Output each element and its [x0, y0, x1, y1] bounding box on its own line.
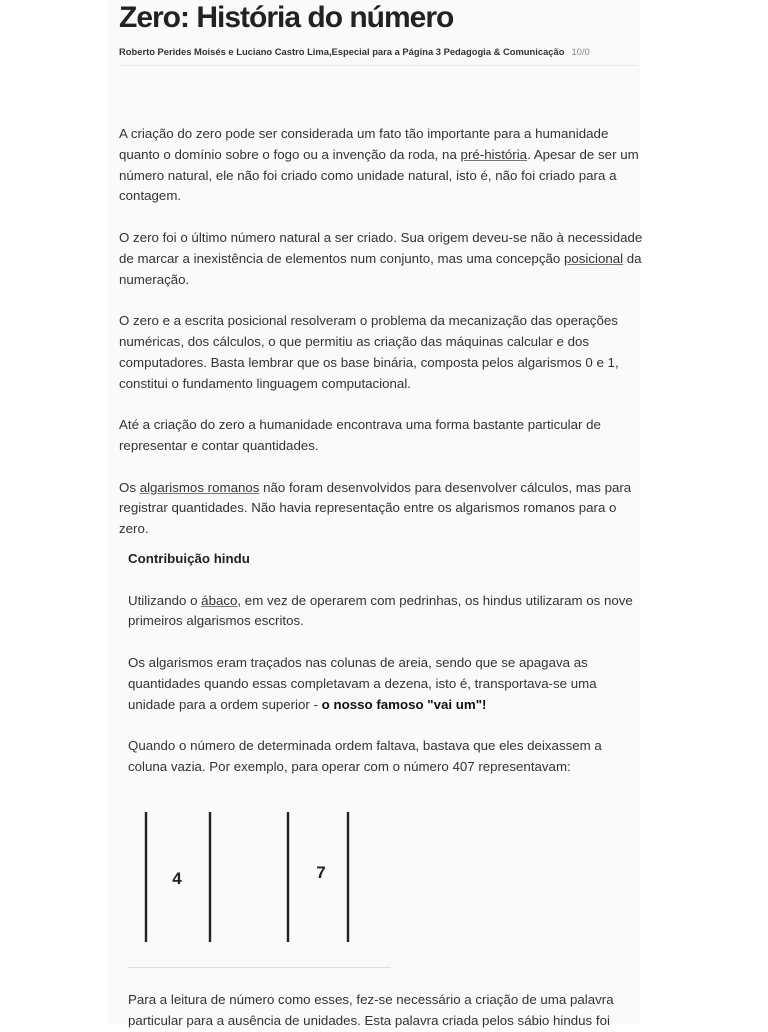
sidebar-box-hindu — [128, 549, 643, 799]
article-body — [119, 124, 644, 561]
figure-divider — [128, 967, 391, 968]
article-title: Zero: História do número — [119, 1, 454, 34]
paragraph-2 — [119, 228, 644, 290]
box-paragraph-1 — [128, 591, 643, 633]
byline-authors: Roberto Perides Moisés e Luciano Castro Lima,Especial para a Página 3 Pedagogia & Comunicação — [119, 46, 565, 57]
paragraph-5 — [119, 478, 644, 540]
paragraph-text: A criação do zero pode ser considerada um fato tão importante para a humanidade quanto o domínio sobre o fogo ou a invenção da roda, na — [119, 126, 609, 162]
link-algarismos-romanos[interactable]: algarismos romanos — [139, 479, 260, 495]
paragraph-text: Os algarismos eram traçados nas colunas de areia, sendo que se apagava as quantidades quando essas completavam a dezena, isto é, transportava-se uma unidade para a ordem superior - — [128, 654, 597, 712]
link-abaco[interactable]: ábaco — [201, 592, 238, 608]
box-paragraph-4-text: Para a leitura de número como esses, fez-se necessário a criação de uma palavra particular para a ausência de unidades. Esta palavra criada pelos sábio hindus foi — [128, 992, 614, 1028]
vai-um-emphasis: o nosso famoso "vai um"! — [321, 696, 487, 712]
paragraph-text: . Apesar de ser um número natural, ele não foi criado como unidade natural, isto é, não foi criado para a contagem. — [119, 146, 639, 204]
box-heading: Contribuição hindu — [128, 551, 250, 566]
paragraph-text: não foram desenvolvidos para desenvolver cálculos, mas para registrar quantidades. Não havia representação entre os algarismos romanos para o zero. — [119, 479, 632, 537]
paragraph-text: , em vez de operarem com pedrinhas, os hindus utilizaram os nove primeiros algarismos escritos. — [128, 592, 633, 629]
box-paragraph-4 — [128, 990, 643, 1032]
paragraph-text: Os — [119, 479, 140, 495]
paragraph-1 — [119, 124, 644, 207]
box-paragraph-3: Quando o número de determinada ordem faltava, bastava que eles deixassem a coluna vazia. Por exemplo, para operar com o número 407 representavam: — [128, 738, 602, 774]
article-byline — [119, 45, 638, 59]
paragraph-3: O zero e a escrita posicional resolveram o problema da mecanização das operações numéricas, dos cálculos, o que permitiu as criação das máquinas calcular e dos computadores. Basta lembrar que os base binária, composta pelos algarismos 0 e 1, constitui o fundamento linguagem computacional. — [119, 313, 619, 391]
abacus-columns-diagram — [128, 808, 388, 948]
paragraph-text: da numeração. — [119, 250, 642, 287]
abacus-figure-407 — [128, 808, 388, 948]
link-posicional[interactable]: posicional — [563, 250, 624, 266]
paragraph-text: Utilizando o — [128, 592, 202, 608]
header-divider — [119, 65, 638, 66]
link-pre-historia[interactable]: pré-história — [460, 146, 528, 162]
box-paragraph-2 — [128, 653, 643, 715]
abacus-digit-hundreds: 4 — [172, 869, 182, 888]
abacus-digit-units: 7 — [316, 863, 326, 882]
byline-date: 10/0 — [571, 46, 590, 57]
paragraph-text: O zero foi o último número natural a ser criado. Sua origem deveu-se não à necessidade de marcar a inexistência de elementos num conjunto, mas uma concepção — [119, 229, 643, 266]
paragraph-4: Até a criação do zero a humanidade encontrava uma forma bastante particular de representar e contar quantidades. — [119, 417, 601, 453]
